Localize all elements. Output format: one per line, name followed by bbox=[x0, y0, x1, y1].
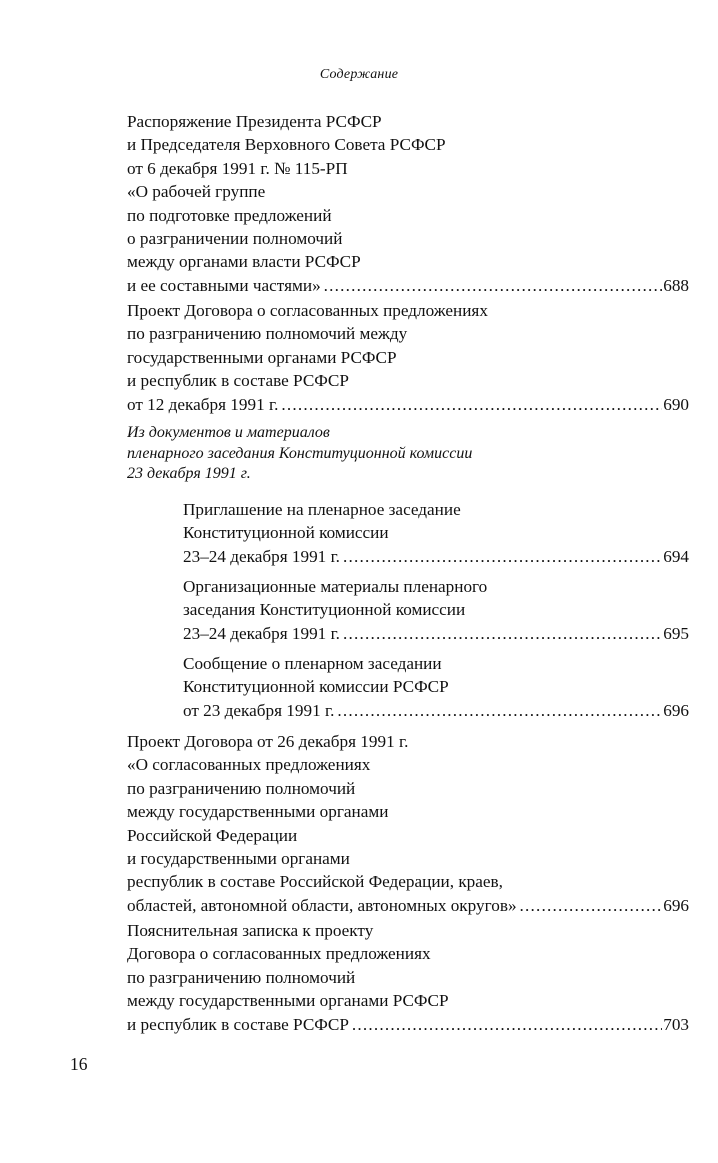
page-ref: 690 bbox=[663, 394, 689, 414]
entry-final-line bbox=[127, 1013, 689, 1036]
dot-leader bbox=[281, 393, 662, 416]
dot-leader bbox=[343, 622, 662, 645]
entry-line: Организационные материалы пленарного bbox=[183, 577, 488, 596]
entry-line: и ее составными частями» bbox=[127, 275, 321, 295]
section-heading bbox=[127, 423, 687, 485]
dot-leader bbox=[520, 894, 663, 917]
entry-final-line bbox=[183, 622, 689, 645]
toc-entry bbox=[183, 575, 689, 645]
entry-final-line bbox=[183, 699, 689, 722]
entry-line: по разграничению полномочий между bbox=[127, 324, 408, 344]
entry-line: Сообщение о пленарном заседании bbox=[183, 654, 442, 673]
dot-leader bbox=[337, 699, 662, 722]
section-heading-line: Из документов и материалов bbox=[127, 424, 330, 441]
entry-line: государственными органами РСФСР bbox=[127, 347, 397, 367]
entry-line: Приглашение на пленарное заседание bbox=[183, 500, 461, 519]
entry-line: о разграничении полномочий bbox=[127, 229, 343, 249]
entry-line: между государственными органами bbox=[127, 802, 389, 822]
toc-entry bbox=[183, 498, 689, 568]
entry-line: Проект Договора от 26 декабря 1991 г. bbox=[127, 732, 409, 751]
entry-final-line bbox=[127, 894, 689, 917]
entry-line: заседания Конституционной комиссии bbox=[183, 600, 466, 620]
entry-line: от 6 декабря 1991 г. № 115-РП bbox=[127, 158, 348, 178]
page-ref: 703 bbox=[663, 1014, 689, 1034]
entry-line: «О рабочей группе bbox=[127, 182, 266, 202]
entry-line: по подготовке предложений bbox=[127, 205, 332, 225]
entry-line: и республик в составе РСФСР bbox=[127, 1014, 349, 1034]
toc-entry bbox=[183, 652, 689, 722]
page-ref: 688 bbox=[663, 275, 689, 295]
entry-line: Конституционной комиссии bbox=[183, 523, 389, 543]
entry-line: Пояснительная записка к проекту bbox=[127, 921, 374, 940]
running-head: Содержание bbox=[319, 67, 399, 82]
entry-line: Проект Договора о согласованных предложениях bbox=[127, 301, 488, 320]
entry-line: Российской Федерации bbox=[127, 825, 298, 845]
entry-final-line bbox=[127, 274, 689, 297]
entry-final-line bbox=[183, 545, 689, 568]
entry-line: по разграничению полномочий bbox=[127, 778, 356, 798]
entry-line: и государственными органами bbox=[127, 849, 350, 869]
toc-entry bbox=[127, 730, 689, 917]
entry-line: республик в составе Российской Федерации, краев, bbox=[127, 872, 503, 892]
dot-leader bbox=[352, 1013, 662, 1036]
dot-leader bbox=[324, 274, 663, 297]
page-ref: 695 bbox=[663, 623, 689, 643]
entry-line: от 23 декабря 1991 г. bbox=[183, 700, 335, 720]
page-ref: 696 bbox=[663, 700, 689, 720]
entry-line: и Председателя Верховного Совета РСФСР bbox=[127, 135, 446, 155]
entry-line: Конституционной комиссии РСФСР bbox=[183, 677, 449, 697]
page-number: 16 bbox=[70, 1054, 88, 1074]
dot-leader bbox=[343, 545, 662, 568]
toc-entry bbox=[127, 110, 689, 297]
entry-line: между государственными органами РСФСР bbox=[127, 991, 449, 1011]
page-ref: 696 bbox=[663, 895, 689, 915]
section-heading-line: пленарного заседания Конституционной комиссии bbox=[127, 444, 473, 462]
page-ref: 694 bbox=[663, 546, 689, 566]
entry-line: «О согласованных предложениях bbox=[127, 755, 371, 775]
entry-final-line bbox=[127, 393, 689, 416]
entry-line: Договора о согласованных предложениях bbox=[127, 944, 431, 964]
toc-entry bbox=[127, 919, 689, 1036]
entry-line: и республик в составе РСФСР bbox=[127, 371, 349, 391]
entry-line: 23–24 декабря 1991 г. bbox=[183, 623, 340, 643]
entry-line: по разграничению полномочий bbox=[127, 967, 356, 987]
entry-line: от 12 декабря 1991 г. bbox=[127, 394, 279, 414]
entry-line: Распоряжение Президента РСФСР bbox=[127, 112, 382, 131]
entry-line: областей, автономной области, автономных округов» bbox=[127, 895, 517, 915]
section-heading-line: 23 декабря 1991 г. bbox=[127, 465, 251, 482]
entry-line: 23–24 декабря 1991 г. bbox=[183, 546, 340, 566]
entry-line: между органами власти РСФСР bbox=[127, 252, 361, 272]
toc-entry bbox=[127, 299, 689, 416]
